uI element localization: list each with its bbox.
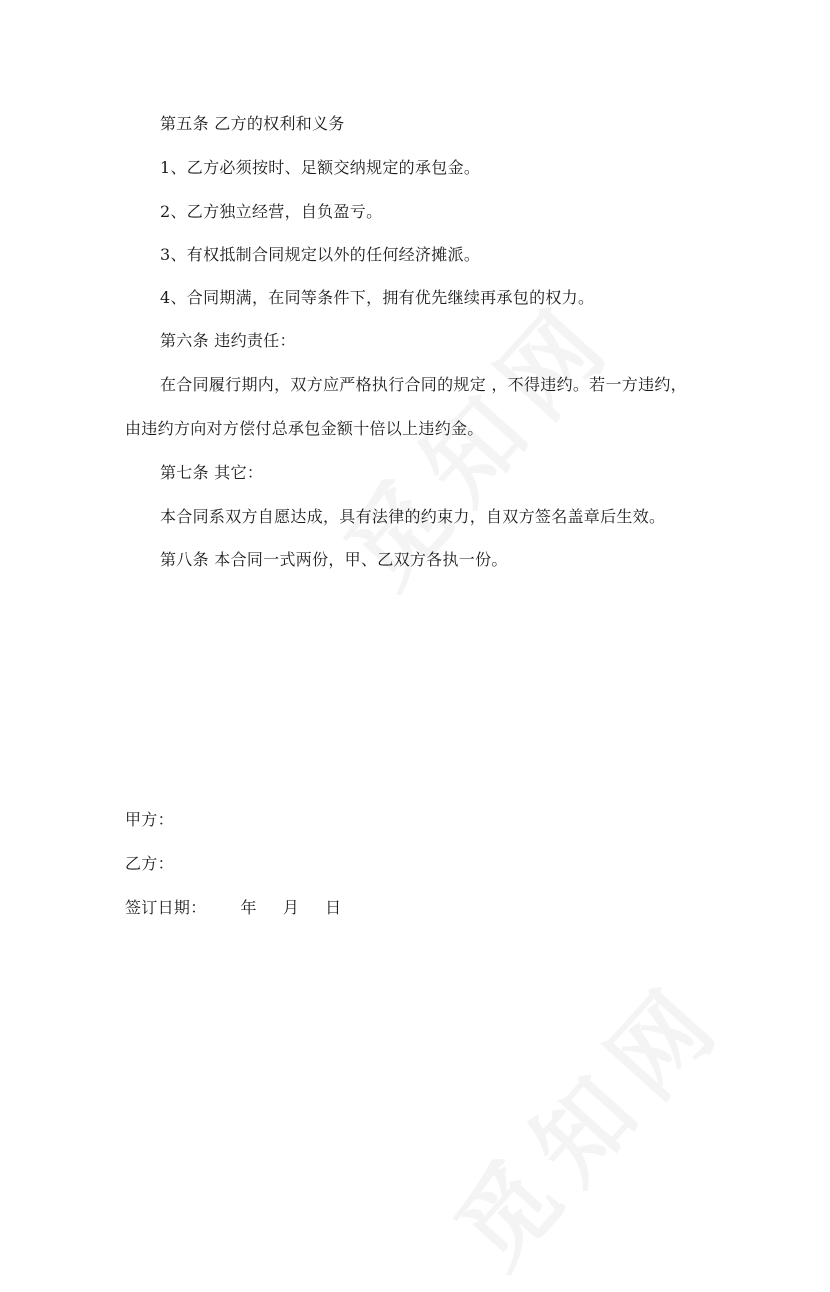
date-day-label: 日 bbox=[325, 898, 342, 917]
clause-5-3: 3、有权抵制合同规定以外的任何经济摊派。 bbox=[160, 245, 481, 264]
article-6-text-line-2: 由违约方向对方偿付总承包金额十倍以上违约金。 bbox=[125, 419, 484, 438]
clause-5-4: 4、合同期满，在同等条件下，拥有优先继续再承包的权力。 bbox=[160, 288, 595, 307]
signing-date-line bbox=[125, 897, 341, 919]
clause-5-2: 2、乙方独立经营，自负盈亏。 bbox=[160, 202, 383, 221]
article-5-heading: 第五条 乙方的权利和义务 bbox=[160, 114, 345, 133]
article-8-text: 第八条 本合同一式两份，甲、乙双方各执一份。 bbox=[160, 550, 508, 569]
article-7-heading: 第七条 其它： bbox=[160, 463, 264, 482]
article-6-heading: 第六条 违约责任： bbox=[160, 331, 296, 350]
article-6-text-line-1: 在合同履行期内，双方应严格执行合同的规定 ，不得违约。若一方违约， bbox=[160, 375, 687, 394]
signing-date-label: 签订日期： bbox=[125, 898, 207, 917]
party-a-signature-label: 甲方： bbox=[125, 810, 174, 829]
clause-5-1: 1、乙方必须按时、足额交纳规定的承包金。 bbox=[160, 158, 481, 177]
date-year-label: 年 bbox=[240, 898, 257, 917]
party-b-signature-label: 乙方： bbox=[125, 854, 174, 873]
article-7-text: 本合同系双方自愿达成，具有法律的约束力，自双方签名盖章后生效。 bbox=[160, 507, 666, 526]
watermark bbox=[420, 946, 751, 1292]
date-month-label: 月 bbox=[282, 898, 300, 917]
